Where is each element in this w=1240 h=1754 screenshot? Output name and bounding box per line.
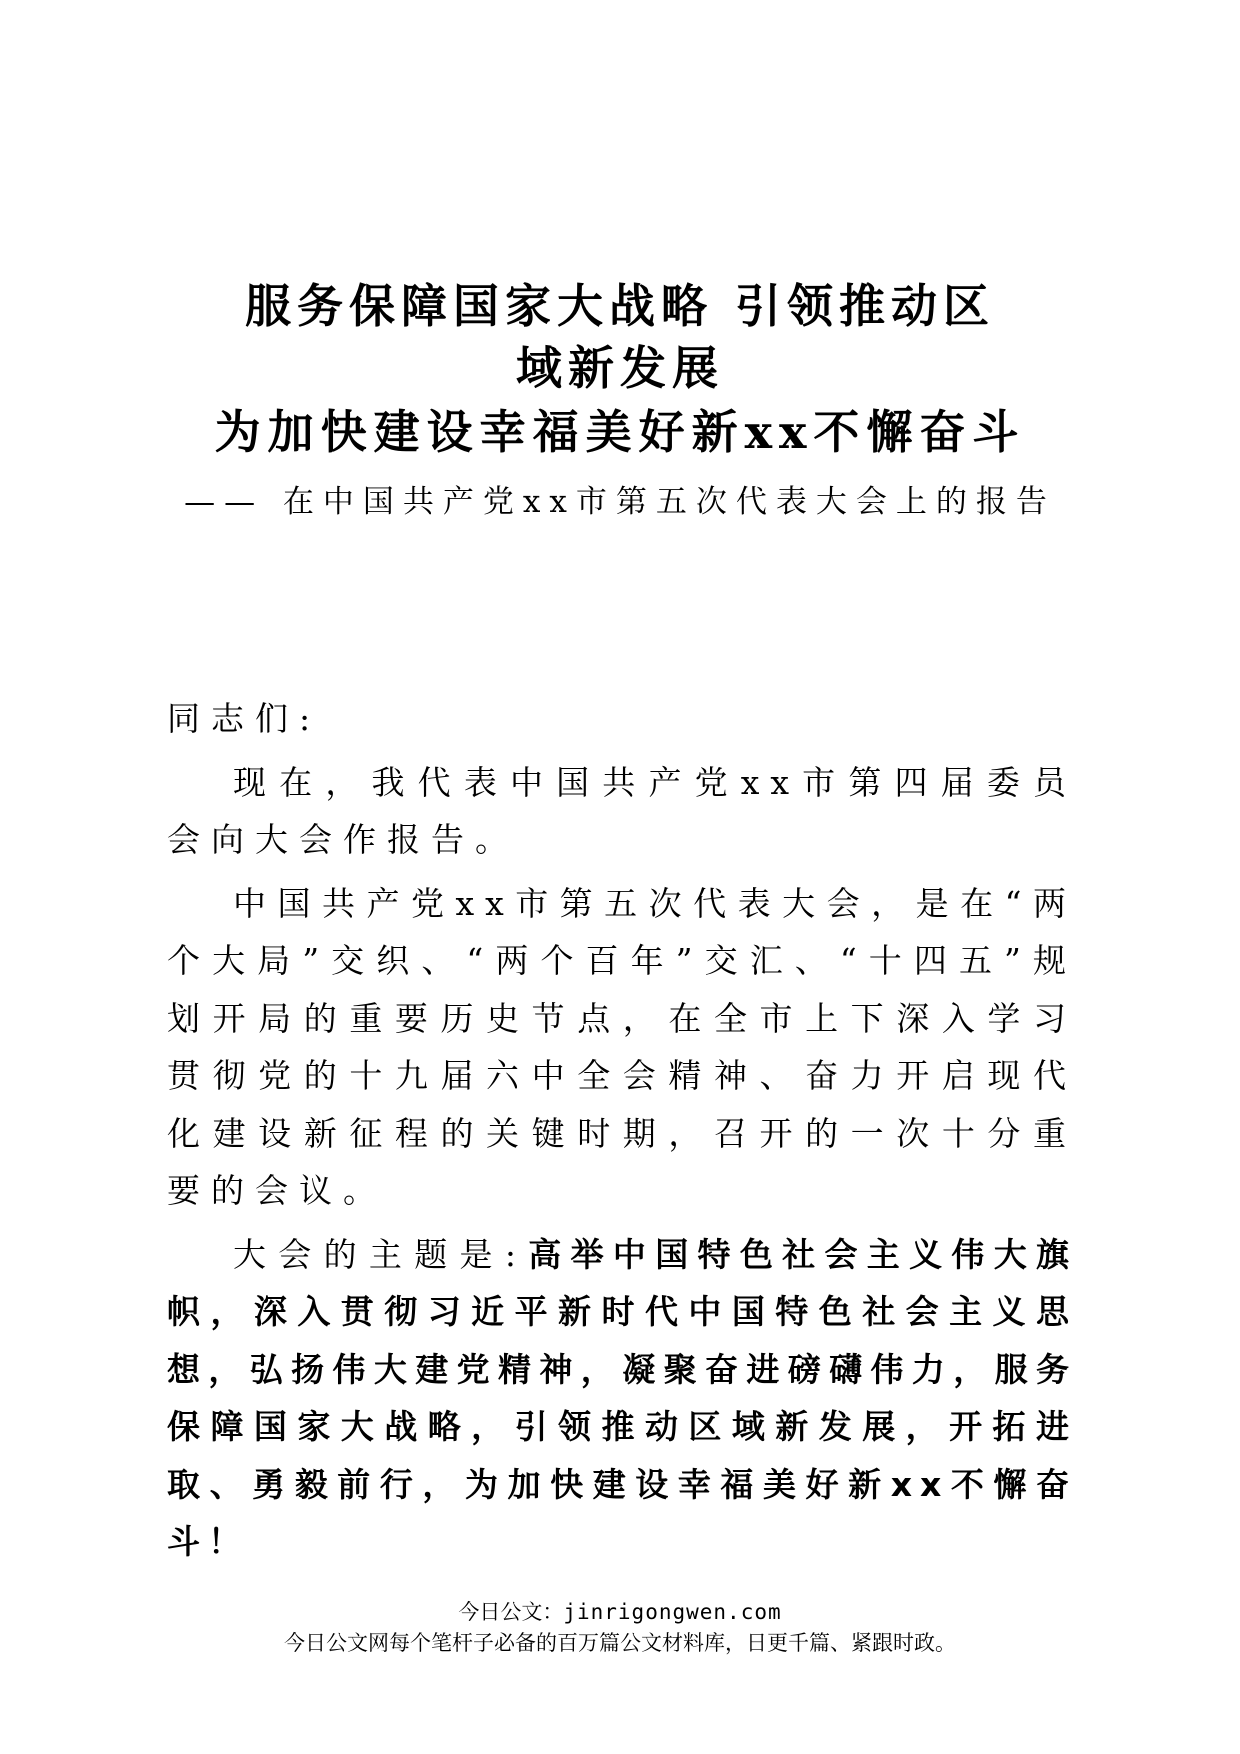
document-title [140, 275, 1100, 463]
theme-statement: 高举中国特色社会主义伟大旗帜，深入贯彻习近平新时代中国特色社会主义思想，弘扬伟大建党精神，凝聚奋进磅礴伟力，服务保障国家大战略，引领推动区域新发展，开拓进取、勇毅前行，为加快建设幸福美好新xx不懈奋斗！ [167, 1234, 1078, 1561]
paragraph-1: 现在，我代表中国共产党xx市第四届委员会向大会作报告。 [167, 762, 1077, 859]
footer-slogan: 今日公文网每个笔杆子必备的百万篇公文材料库，日更千篇、紧跟时政。 [284, 1631, 956, 1655]
title-line-1: 服务保障国家大战略 引领推动区 [244, 279, 995, 333]
title-line-3: 为加快建设幸福美好新xx不懈奋斗 [214, 405, 1026, 459]
page-footer [0, 1597, 1240, 1659]
paragraph-3 [167, 1226, 1077, 1571]
footer-site-line [0, 1597, 1240, 1628]
footer-site-link[interactable]: jinrigongwen.com [563, 1600, 782, 1624]
paragraph-2: 中国共产党xx市第五次代表大会，是在“两个大局”交织、“两个百年”交汇、“十四五”规划开局的重要历史节点，在全市上下深入学习贯彻党的十九届六中全会精神、奋力开启现代化建设新征程的关键时期，召开的一次十分重要的会议。 [167, 883, 1077, 1210]
greeting: 同志们: [167, 699, 322, 738]
document-subtitle: —— 在中国共产党xx市第五次代表大会上的报告 [184, 484, 1056, 520]
theme-lead: 大会的主题是: [233, 1234, 527, 1274]
document-body [167, 690, 1077, 1577]
footer-site-label: 今日公文： [458, 1600, 564, 1624]
title-line-2: 域新发展 [516, 341, 724, 395]
